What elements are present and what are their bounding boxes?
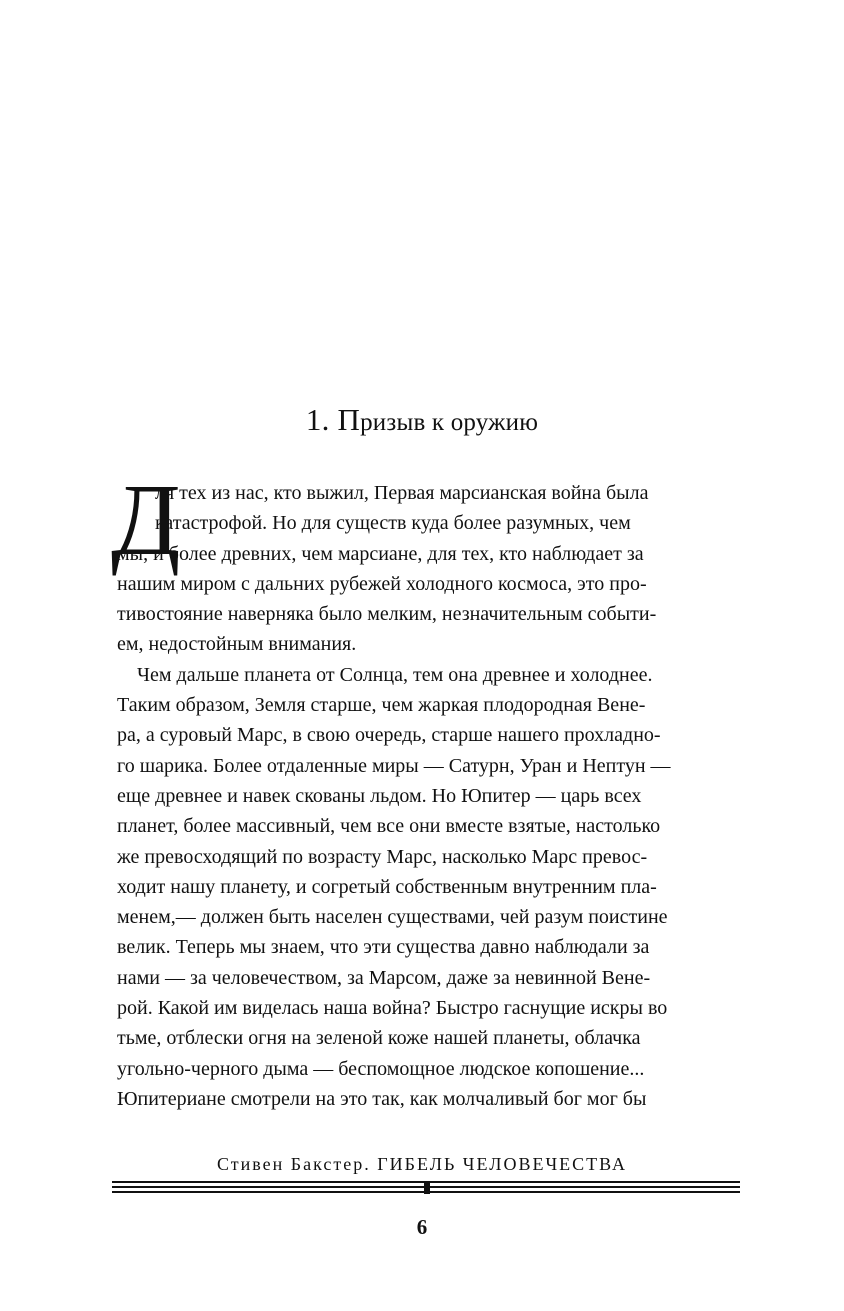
- text-line: менем,— должен быть населен существами, чей разум поистине: [117, 906, 668, 929]
- chapter-title-rest: ризыв к оружию: [360, 409, 539, 436]
- footer-rule: [112, 1180, 740, 1195]
- text-line: планет, более массивный, чем все они вместе взятые, настолько: [117, 815, 661, 838]
- text-line: угольно-черного дыма — беспомощное людское копошение...: [117, 1057, 645, 1080]
- text-line: катастрофой. Но для существ куда более разумных, чем: [155, 512, 631, 535]
- page-number: 6: [416, 1215, 428, 1239]
- text-line: го шарика. Более отдаленные миры — Сатурн, Уран и Нептун —: [117, 754, 671, 777]
- chapter-title-initial: П: [337, 402, 361, 437]
- text-line: ходит нашу планету, и согретый собственным внутренним пла-: [117, 875, 657, 898]
- chapter-number: 1.: [305, 402, 330, 437]
- chapter-title: [0, 400, 844, 443]
- footer-author: Стивен Бакстер.: [216, 1154, 371, 1174]
- text-line: велик. Теперь мы знаем, что эти существа давно наблюдали за: [117, 936, 650, 959]
- text-line: же превосходящий по возрасту Марс, насколько Марс превос-: [117, 845, 648, 868]
- body-text: [111, 464, 753, 1114]
- running-footer: [0, 1153, 844, 1175]
- text-line: ра, а суровый Марс, в свою очередь, старше нашего прохладно-: [117, 724, 661, 747]
- text-line: мы, и более древних, чем марсиане, для тех, кто наблюдает за: [117, 542, 644, 565]
- footer-book-title: ГИБЕЛЬ ЧЕЛОВЕЧЕСТВА: [377, 1154, 628, 1174]
- text-line: тивостояние наверняка было мелким, незначительным событи-: [117, 603, 657, 626]
- text-line: тьме, отблески огня на зеленой коже нашей планеты, облачка: [117, 1027, 641, 1050]
- text-line: рой. Какой им виделась наша война? Быстро гаснущие искры во: [117, 997, 668, 1020]
- text-line: еще древнее и навек скованы льдом. Но Юпитер — царь всех: [117, 784, 642, 807]
- text-line: ем, недостойным внимания.: [117, 633, 357, 656]
- text-line: ля тех из нас, кто выжил, Первая марсианская война была: [155, 482, 649, 504]
- text-line: Юпитериане смотрели на это так, как молчаливый бог мог бы: [117, 1087, 647, 1110]
- drop-cap: Д: [111, 464, 181, 577]
- text-line: нами — за человечеством, за Марсом, даже за невинной Вене-: [117, 966, 651, 989]
- text-line: нашим миром с дальних рубежей холодного космоса, это про-: [117, 572, 647, 595]
- text-line: Чем дальше планета от Солнца, тем она древнее и холоднее.: [137, 663, 653, 686]
- rule-ornament: [424, 1181, 430, 1194]
- text-line: Таким образом, Земля старше, чем жаркая плодородная Вене-: [117, 694, 646, 717]
